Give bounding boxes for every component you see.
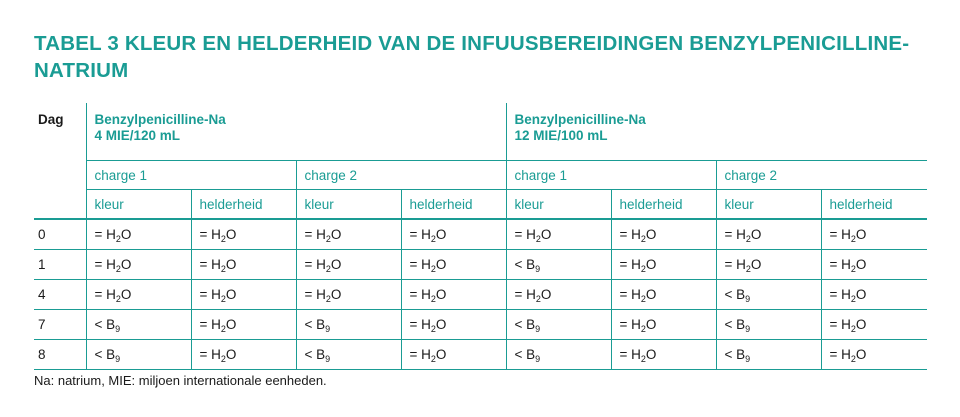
day-cell: 4 <box>34 280 86 310</box>
value-cell: = $H_2O$ <box>821 250 927 280</box>
value-cell: = $H_2O$ <box>191 340 296 370</box>
group-header-2 <box>506 103 927 161</box>
group-name-2: Benzylpenicilline-Na <box>514 112 646 127</box>
value-cell: < $B_9$ <box>86 310 191 340</box>
table-row <box>34 280 927 310</box>
value-cell: = $H_2O$ <box>191 310 296 340</box>
value-cell: = $H_2O$ <box>86 219 191 250</box>
value-cell: < $B_9$ <box>716 310 821 340</box>
table-row <box>34 310 927 340</box>
day-cell: 7 <box>34 310 86 340</box>
value-cell: = $H_2O$ <box>716 250 821 280</box>
subcol-header: helderheid <box>401 190 506 220</box>
value-cell: = $H_2O$ <box>401 250 506 280</box>
table-title: TABEL 3 KLEUR EN HELDERHEID VAN DE INFUUSBEREIDINGEN BENZYLPENICILLINE-NATRIUM <box>34 32 910 82</box>
group-header-1 <box>86 103 506 161</box>
table-body <box>34 219 927 370</box>
value-cell: = $H_2O$ <box>296 280 401 310</box>
value-cell: = $H_2O$ <box>191 250 296 280</box>
value-cell: = $H_2O$ <box>191 280 296 310</box>
value-cell: = $H_2O$ <box>401 340 506 370</box>
value-cell: < $B_9$ <box>296 340 401 370</box>
charge-header: charge 1 <box>506 161 716 190</box>
subcol-header: kleur <box>506 190 611 220</box>
value-cell: < $B_9$ <box>296 310 401 340</box>
value-cell: = $H_2O$ <box>821 219 927 250</box>
day-cell: 0 <box>34 219 86 250</box>
value-cell: = $H_2O$ <box>296 250 401 280</box>
value-cell: = $H_2O$ <box>506 280 611 310</box>
value-cell: = $H_2O$ <box>716 219 821 250</box>
subcol-header: helderheid <box>821 190 927 220</box>
group-name-1: Benzylpenicilline-Na <box>94 112 226 127</box>
value-cell: = $H_2O$ <box>401 219 506 250</box>
value-cell: = $H_2O$ <box>821 310 927 340</box>
value-cell: = $H_2O$ <box>296 219 401 250</box>
day-cell: 8 <box>34 340 86 370</box>
table-row <box>34 250 927 280</box>
value-cell: = $H_2O$ <box>86 280 191 310</box>
table-row <box>34 340 927 370</box>
value-cell: = $H_2O$ <box>506 219 611 250</box>
value-cell: = $H_2O$ <box>401 280 506 310</box>
value-cell: < $B_9$ <box>506 310 611 340</box>
subcol-header: helderheid <box>191 190 296 220</box>
value-cell: = $H_2O$ <box>821 340 927 370</box>
value-cell: = $H_2O$ <box>611 280 716 310</box>
value-cell: < $B_9$ <box>506 250 611 280</box>
value-cell: < $B_9$ <box>506 340 611 370</box>
subcol-header: kleur <box>716 190 821 220</box>
table-row <box>34 219 927 250</box>
charge-header: charge 2 <box>296 161 506 190</box>
value-cell: = $H_2O$ <box>821 280 927 310</box>
charge-header: charge 1 <box>86 161 296 190</box>
subcol-header: kleur <box>296 190 401 220</box>
value-cell: = $H_2O$ <box>611 250 716 280</box>
value-cell: = $H_2O$ <box>401 310 506 340</box>
value-cell: = $H_2O$ <box>86 250 191 280</box>
subcol-header: helderheid <box>611 190 716 220</box>
day-header: Dag <box>38 112 64 127</box>
value-cell: < $B_9$ <box>716 280 821 310</box>
value-cell: = $H_2O$ <box>191 219 296 250</box>
group-dose-1: 4 MIE/120 mL <box>94 128 181 143</box>
data-table <box>34 103 927 370</box>
value-cell: = $H_2O$ <box>611 340 716 370</box>
day-cell: 1 <box>34 250 86 280</box>
value-cell: < $B_9$ <box>86 340 191 370</box>
value-cell: < $B_9$ <box>716 340 821 370</box>
value-cell: = $H_2O$ <box>611 310 716 340</box>
group-dose-2: 12 MIE/100 mL <box>514 128 608 143</box>
subcol-header: kleur <box>86 190 191 220</box>
value-cell: = $H_2O$ <box>611 219 716 250</box>
footnote: Na: natrium, MIE: miljoen internationale eenheden. <box>34 373 327 388</box>
charge-header: charge 2 <box>716 161 927 190</box>
